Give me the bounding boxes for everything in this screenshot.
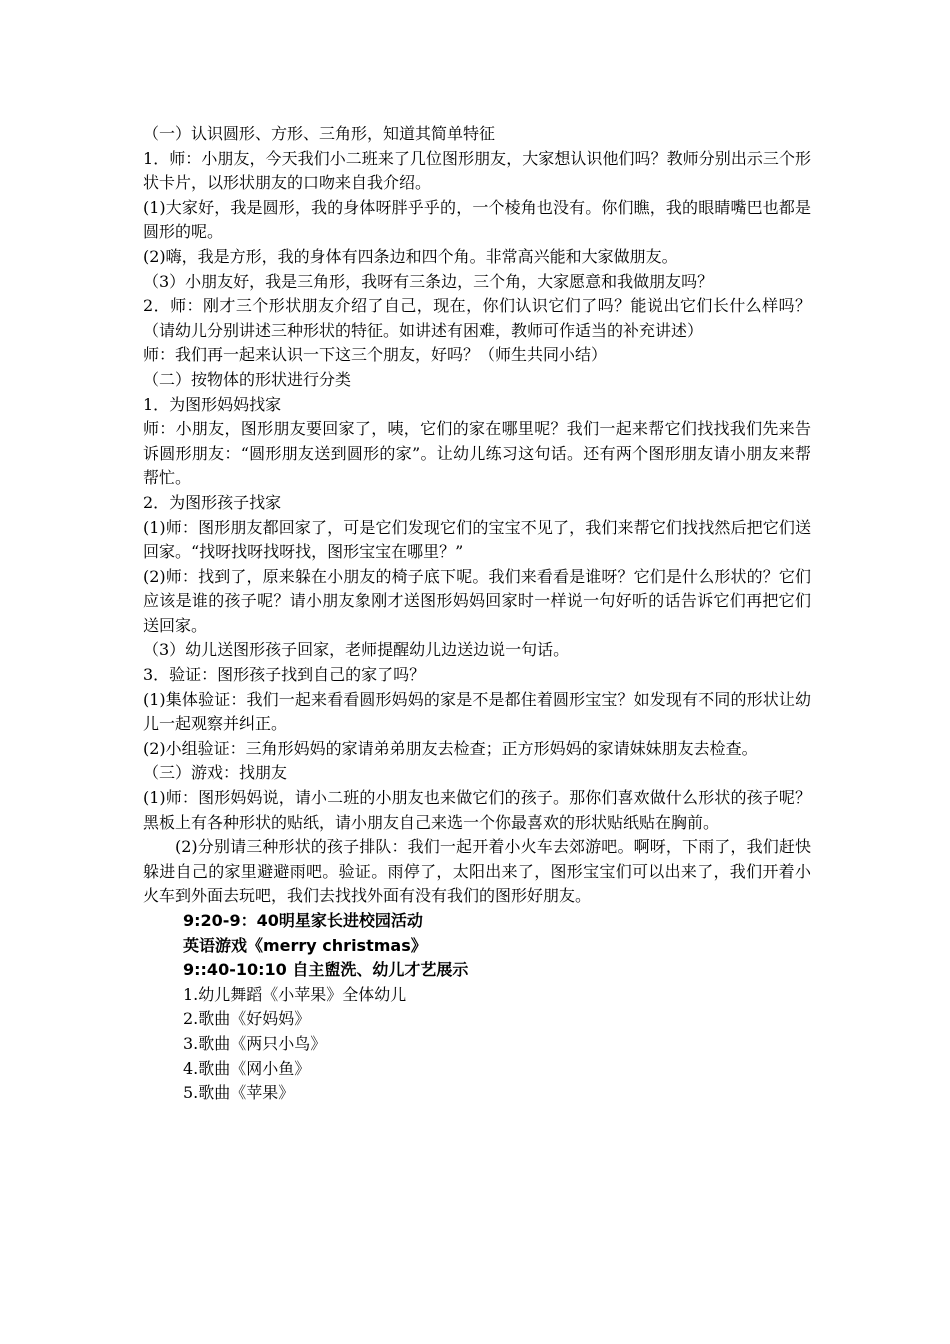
section-heading-3: （三）游戏：找朋友 [143, 763, 288, 783]
paragraph: （3）幼儿送图形孩子回家，老师提醒幼儿边送边说一句话。 [143, 640, 570, 660]
list-item: 5.歌曲《苹果》 [183, 1083, 295, 1103]
paragraph: 3．验证：图形孩子找到自己的家了吗？ [143, 665, 426, 685]
list-item: 4.歌曲《网小鱼》 [183, 1058, 311, 1078]
schedule-item-3: 9::40-10:10 自主盥洗、幼儿才艺展示 [183, 960, 469, 980]
schedule-item-1: 9:20-9：40明星家长进校园活动 [183, 911, 423, 930]
paragraph: 1．为图形妈妈找家 [143, 394, 282, 414]
paragraph: 师：我们再一起来认识一下这三个朋友，好吗？（师生共同小结） [143, 345, 608, 365]
paragraph: (2)小组验证：三角形妈妈的家请弟弟朋友去检查；正方形妈妈的家请妹妹朋友去检查。 [143, 738, 758, 758]
paragraph: (1)师：图形妈妈说，请小二班的小朋友也来做它们的孩子。那你们喜欢做什么形状的孩子呢？黑板上有各种形状的贴纸，请小朋友自己来选一个你最喜欢的形状贴纸贴在胸前。 [143, 788, 811, 832]
paragraph: (2)嗨，我是方形，我的身体有四条边和四个角。非常高兴能和大家做朋友。 [143, 246, 678, 266]
paragraph: (2)师：找到了，原来躲在小朋友的椅子底下呢。我们来看看是谁呀？它们是什么形状的？它们应该是谁的孩子呢？请小朋友象刚才送图形妈妈回家时一样说一句好听的话告诉它们再把它们送回家。 [143, 566, 811, 635]
section-heading-1: （一）认识圆形、方形、三角形，知道其简单特征 [143, 124, 496, 143]
paragraph: (1)大家好，我是圆形，我的身体呀胖乎乎的，一个棱角也没有。你们瞧，我的眼睛嘴巴也都是圆形的呢。 [143, 197, 811, 242]
schedule-item-2: 英语游戏《merry christmas》 [183, 935, 427, 955]
list-item: 2.歌曲《好妈妈》 [183, 1009, 311, 1029]
paragraph: 1．师：小朋友，今天我们小二班来了几位图形朋友，大家想认识他们吗？教师分别出示三个形状卡片，以形状朋友的口吻来自我介绍。 [143, 148, 811, 193]
list-item: 3.歌曲《两只小鸟》 [183, 1033, 327, 1053]
list-item: 1.幼儿舞蹈《小苹果》全体幼儿 [183, 984, 407, 1004]
paragraph: (1)师：图形朋友都回家了，可是它们发现它们的宝宝不见了，我们来帮它们找找然后把它们送回家。“找呀找呀找呀找，图形宝宝在哪里？” [143, 517, 811, 562]
paragraph: 师：小朋友，图形朋友要回家了，咦，它们的家在哪里呢？我们一起来帮它们找找我们先来告诉圆形朋友：“圆形朋友送到圆形的家”。让幼儿练习这句话。还有两个图形朋友请小朋友来帮帮忙。 [143, 419, 811, 488]
paragraph: (1)集体验证：我们一起来看看圆形妈妈的家是不是都住着圆形宝宝？如发现有不同的形状让幼儿一起观察并纠正。 [143, 689, 811, 734]
document-body [143, 122, 811, 1106]
paragraph: 2．为图形孩子找家 [143, 492, 282, 512]
section-heading-2: （二）按物体的形状进行分类 [143, 369, 352, 389]
paragraph: (2)分别请三种形状的孩子排队：我们一起开着小火车去郊游吧。啊呀，下雨了，我们赶快躲进自己的家里避避雨吧。验证。雨停了，太阳出来了，图形宝宝们可以出来了，我们开着小火车到外面去玩吧，我们去找找外面有没有我们的图形好朋友。 [143, 837, 811, 906]
paragraph: （3）小朋友好，我是三角形，我呀有三条边，三个角，大家愿意和我做朋友吗？ [143, 271, 714, 291]
paragraph: 2．师：刚才三个形状朋友介绍了自己，现在，你们认识它们了吗？能说出它们长什么样吗？（请幼儿分别讲述三种形状的特征。如讲述有困难，教师可作适当的补充讲述） [143, 296, 811, 340]
